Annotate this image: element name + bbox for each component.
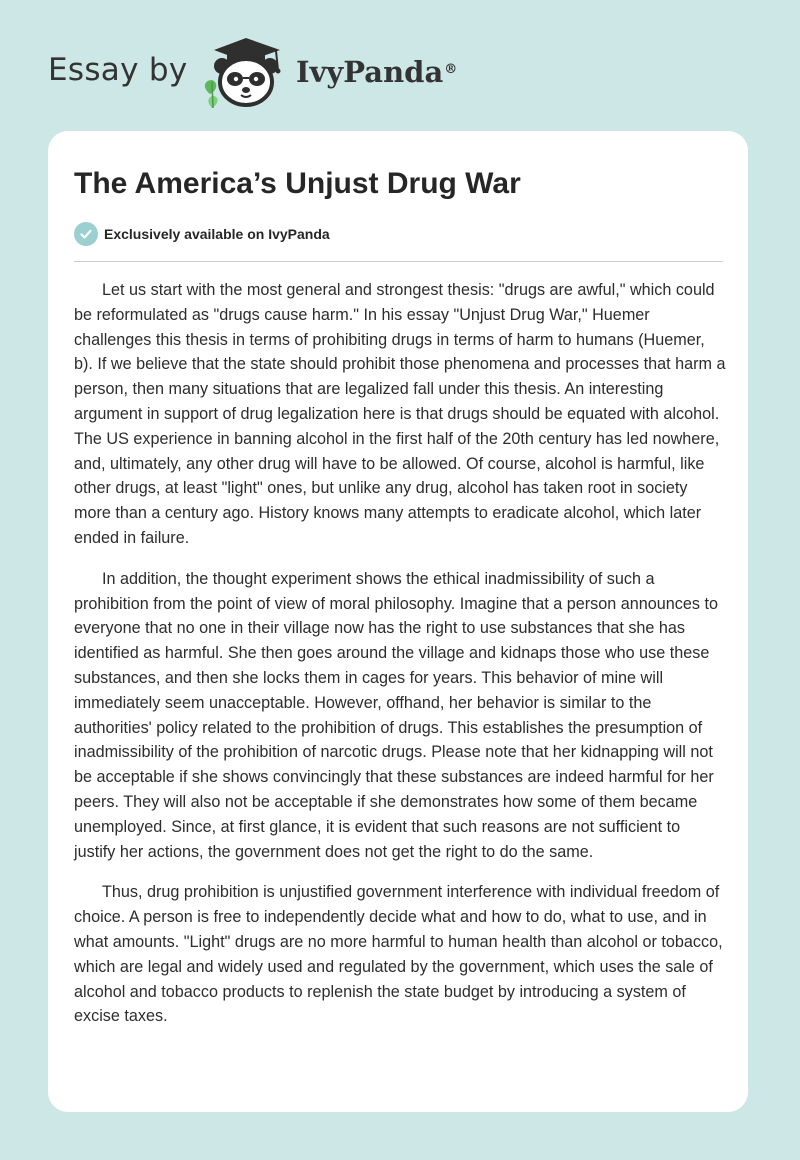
registered-mark: ®: [444, 62, 458, 77]
exclusive-label: Exclusively available on IvyPanda: [104, 226, 330, 242]
site-header: [0, 0, 800, 130]
essay-by-label: Essay by: [48, 52, 188, 88]
paragraph: Let us start with the most general and strongest thesis: "drugs are awful," which could be reformulated as "drugs cause harm." In his essay "Unjust Drug War," Huemer challenges this thesis in terms of prohibiting drugs in terms of harm to humans (Huemer, b). If we believe that the state should prohibit those phenomena and processes that harm a person, then many situations that are legalized fall under this thesis. An interesting argument in support of drug legalization here is that drugs should be equated with alcohol. The US experience in banning alcohol in the first half of the 20th century has led nowhere, and, ultimately, any other drug will have to be allowed. Of course, alcohol is harmful, like other drugs, at least "light" ones, but unlike any drug, alcohol has taken root in society more than a century ago. History knows many attempts to eradicate alcohol, which later ended in failure.: [74, 281, 726, 547]
exclusive-badge: [74, 221, 330, 247]
essay-card: [48, 131, 748, 1112]
divider: [74, 261, 723, 262]
check-circle-icon: [74, 222, 98, 246]
brand-name-text: IvyPanda: [296, 55, 444, 89]
page-title: The America’s Unjust Drug War: [74, 167, 521, 200]
essay-body: [74, 278, 726, 1045]
brand-name[interactable]: [296, 54, 457, 90]
panda-graduation-cap-logo[interactable]: [200, 36, 292, 110]
paragraph: Thus, drug prohibition is unjustified government interference with individual freedom of choice. A person is free to independently decide what and how to do, what to use, and in what amounts. "Light" drugs are no more harmful to human health than alcohol or tobacco, which are legal and widely used and regulated by the government, which uses the sale of alcohol and tobacco products to replenish the state budget by introducing a system of excise taxes.: [74, 883, 723, 1026]
paragraph: In addition, the thought experiment shows the ethical inadmissibility of such a prohibition from the point of view of moral philosophy. Imagine that a person announces to everyone that no one in their village now has the right to use substances that she has identified as harmful. She then goes around the village and kidnaps those who use these substances, and then she locks them in cages for years. This behavior of mine will immediately seem unacceptable. However, offhand, her behavior is similar to the authorities' policy related to the prohibition of drugs. This establishes the presumption of inadmissibility of the prohibition of narcotic drugs. Please note that her kidnapping will not be acceptable if she shows convincingly that these substances are indeed harmful for her peers. They will also not be acceptable if she demonstrates how some of them became unemployed. Since, at first glance, it is evident that such reasons are not sufficient to justify her actions, the government does not get the right to do the same.: [74, 569, 718, 861]
